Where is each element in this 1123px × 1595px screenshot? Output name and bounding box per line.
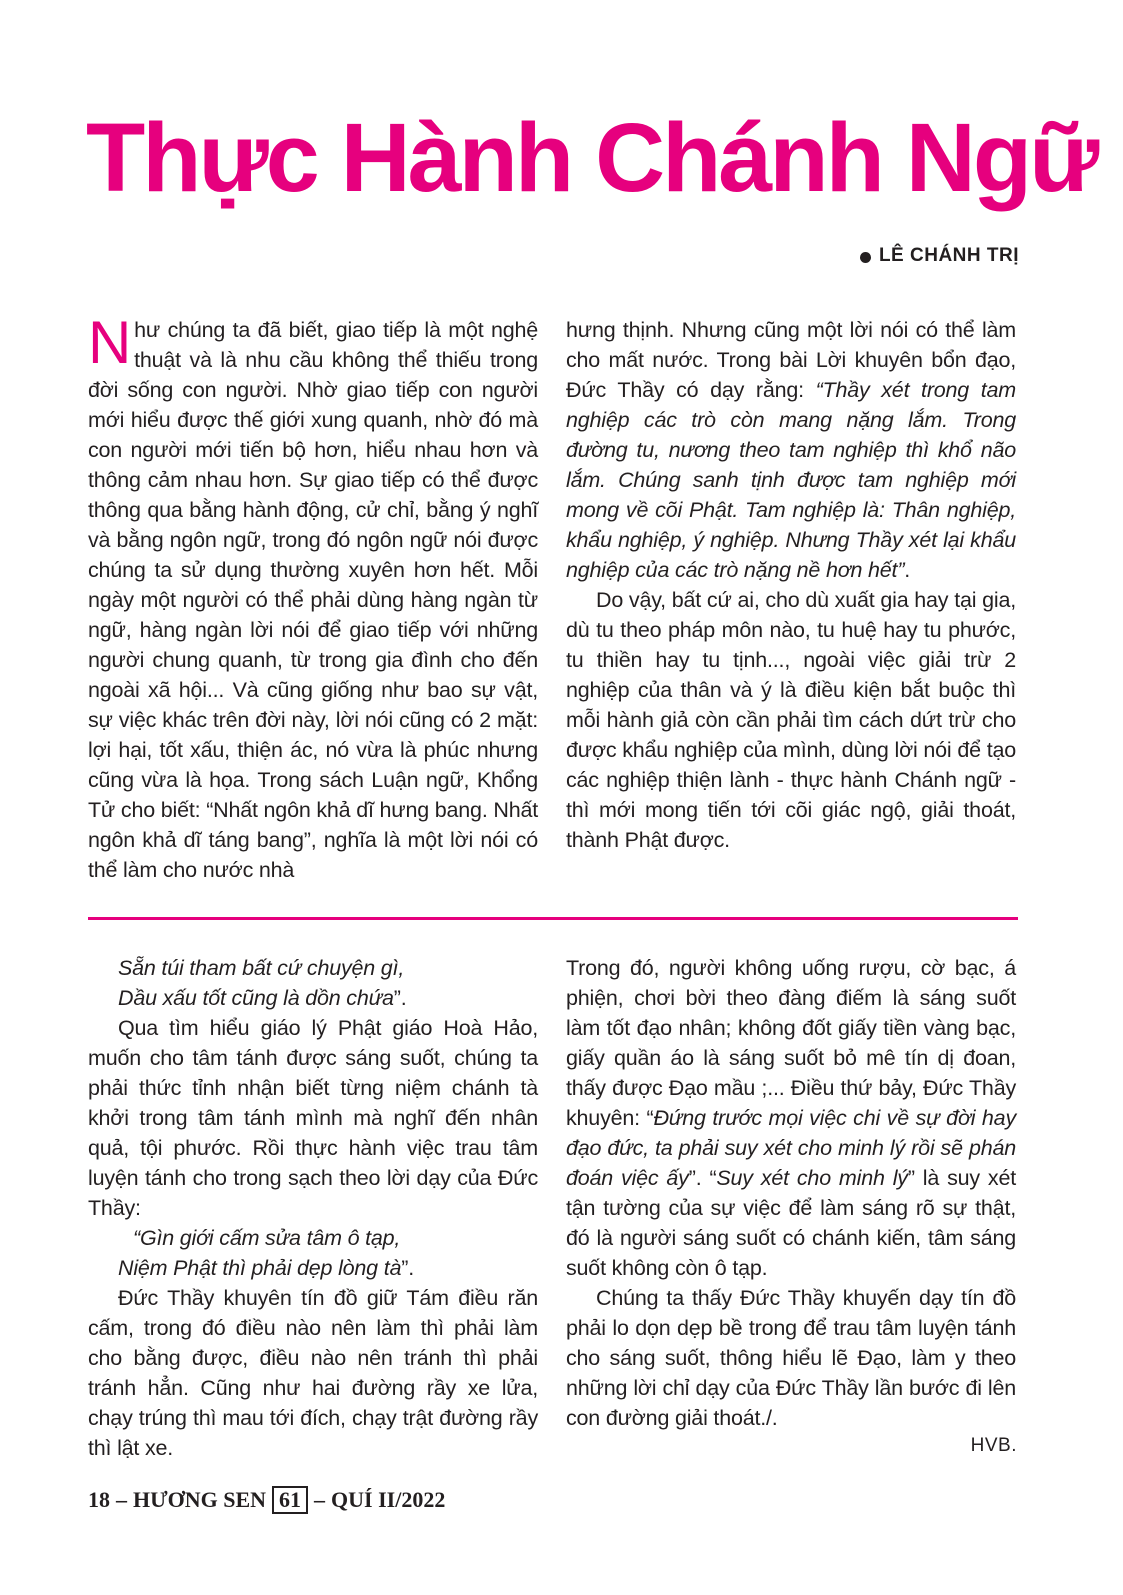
bottom-right-column: [566, 953, 1016, 1433]
intro-text: hư chúng ta đã biết, giao tiếp là một nghệ thuật và là nhu cầu không thể thiếu trong đời sống con người. Nhờ giao tiếp con người mới hiểu được thế giới xung quanh, nhờ đó mà con người mới tiến bộ hơn, hiểu nhau hơn và thông cảm nhau hơn. Sự giao tiếp có thể được thông qua bằng hành động, cử chỉ, bằng ý nghĩ và bằng ngôn ngữ, trong đó ngôn ngữ nói được chúng ta sử dụng thường xuyên hơn hết. Mỗi ngày một người có thể phải dùng hàng ngàn từ ngữ, hàng ngàn lời nói để giao tiếp với những người chung quanh, từ trong gia đình cho đến ngoài xã hội... Và cũng giống như bao sự vật, sự việc khác trên đời này, lời nói cũng có 2 mặt: lợi hại, tốt xấu, thiện ác, nó vừa là phúc nhưng cũng vừa là họa. Trong sách Luận ngữ, Khổng Tử cho biết: “Nhất ngôn khả dĩ hưng bang. Nhất ngôn khả dĩ táng bang”, nghĩa là một lời nói có thể làm cho nước nhà: [88, 318, 538, 882]
paragraph: Do vậy, bất cứ ai, cho dù xuất gia hay tại gia, dù tu theo pháp môn nào, tu huệ hay tu phước, tu thiền hay tu tịnh..., ngoài việc giải trừ 2 nghiệp của thân và ý là điều kiện bắt buộc thì mỗi hành giả còn cần phải tìm cách dứt trừ cho được khẩu nghiệp của mình, dùng lời nói để tạo các nghiệp thiện lành - thực hành Chánh ngữ - thì mới mong tiến tới cõi giác ngộ, giải thoát, thành Phật được.: [566, 588, 1016, 852]
paragraph: Chúng ta thấy Đức Thầy khuyến dạy tín đồ phải lo dọn dẹp bề trong để trau tâm luyện tánh cho sáng suốt, thông hiểu lẽ Đạo, làm y theo những lời chỉ dạy của Đức Thầy lần bước đi lên con đường giải thoát./.: [566, 1286, 1016, 1430]
signature: HVB.: [970, 1435, 1017, 1456]
page-footer: [88, 1486, 445, 1514]
verse-end: ”.: [401, 1256, 414, 1280]
paragraph: Qua tìm hiểu giáo lý Phật giáo Hoà Hảo, muốn cho tâm tánh được sáng suốt, chúng ta phải thức tỉnh nhận biết từng niệm chánh tà khởi trong tâm tánh mình mà nghĩ đến nhân quả, tội phước. Rồi thực hành việc trau tâm luyện tánh cho trong sạch theo lời dạy của Đức Thầy:: [88, 1016, 538, 1220]
bullet-icon: [860, 252, 871, 263]
magazine-name: HƯƠNG SEN: [133, 1487, 267, 1512]
bottom-left-column: [88, 953, 538, 1463]
section-divider: [88, 917, 1018, 920]
top-left-column: [88, 309, 538, 885]
verse-text: Dầu xấu tốt cũng là dồn chứa: [118, 986, 394, 1010]
drop-cap: N: [88, 309, 132, 376]
quote-text: Suy xét cho minh lý: [716, 1166, 908, 1190]
paragraph: Đức Thầy khuyên tín đồ giữ Tám điều răn cấm, trong đó điều nào nên làm thì phải làm cho bằng được, điều nào nên tránh thì phải tránh hẳn. Cũng như hai đường rầy xe lửa, chạy trúng thì mau tới đích, chạy trật đường rầy thì lật xe.: [88, 1286, 538, 1460]
verse-line: Sẵn túi tham bất cứ chuyện gì,: [118, 956, 405, 980]
top-right-column: [566, 315, 1016, 855]
separator: –: [314, 1487, 326, 1512]
verse-end: ”.: [393, 986, 407, 1010]
paragraph: [566, 953, 1016, 1283]
issue-period: QUÍ II/2022: [331, 1487, 446, 1512]
verse-text: Niệm Phật thì phải dẹp lòng tà: [118, 1256, 402, 1280]
paragraph-text: Trong đó, người không uống rượu, cờ bạc, á phiện, chơi bời theo đàng điếm là sáng suốt làm tốt đạo nhân; không đốt giấy tiền vàng bạc, giấy quần áo là sáng suốt bỏ mê tín dị đoan, thấy được Đạo mầu ;... Điều thứ bảy, Đức Thầy khuyên: “: [566, 956, 1016, 1130]
paragraph-text: ” là suy xét tận tường của sự việc để làm sáng rõ sự thật, đó là người sáng suốt có chánh kiến, tâm sáng suốt không còn ô tạp.: [566, 1166, 1016, 1280]
paragraph-text: hưng thịnh. Nhưng cũng một lời nói có thể làm cho mất nước. Trong bài Lời khuyên bổn đạo, Đức Thầy có dạy rằng:: [566, 318, 1016, 402]
issue-number: 61: [272, 1486, 308, 1514]
article-title: Thực Hành Chánh Ngữ: [86, 103, 1097, 212]
verse-line: “Gìn giới cấm sửa tâm ô tạp,: [133, 1226, 401, 1250]
page-number: 18: [88, 1487, 110, 1512]
paragraph-text: ”. “: [688, 1166, 717, 1190]
separator: –: [116, 1487, 127, 1512]
byline: [860, 245, 1019, 267]
paragraph: [566, 315, 1016, 585]
author-name: LÊ CHÁNH TRỊ: [878, 245, 1019, 266]
verse-line: [88, 983, 538, 1013]
paragraph-text: .: [904, 558, 911, 582]
intro-paragraph: [88, 309, 538, 885]
verse-line: [88, 1253, 538, 1283]
quote-text: “Thầy xét trong tam nghiệp các trò còn mang nặng lắm. Trong đường tu, nương theo tam nghiệp thì khổ não lắm. Chúng sanh tịnh được tam nghiệp mới mong về cõi Phật. Tam nghiệp là: Thân nghiệp, khẩu nghiệp, ý nghiệp. Nhưng Thầy xét lại khẩu nghiệp của các trò nặng nề hơn hết”: [566, 378, 1016, 582]
quote-text: Đứng trước mọi việc chi về sự đời hay đạo đức, ta phải suy xét cho minh lý rồi sẽ phán đoán việc ấy: [566, 1106, 1016, 1190]
